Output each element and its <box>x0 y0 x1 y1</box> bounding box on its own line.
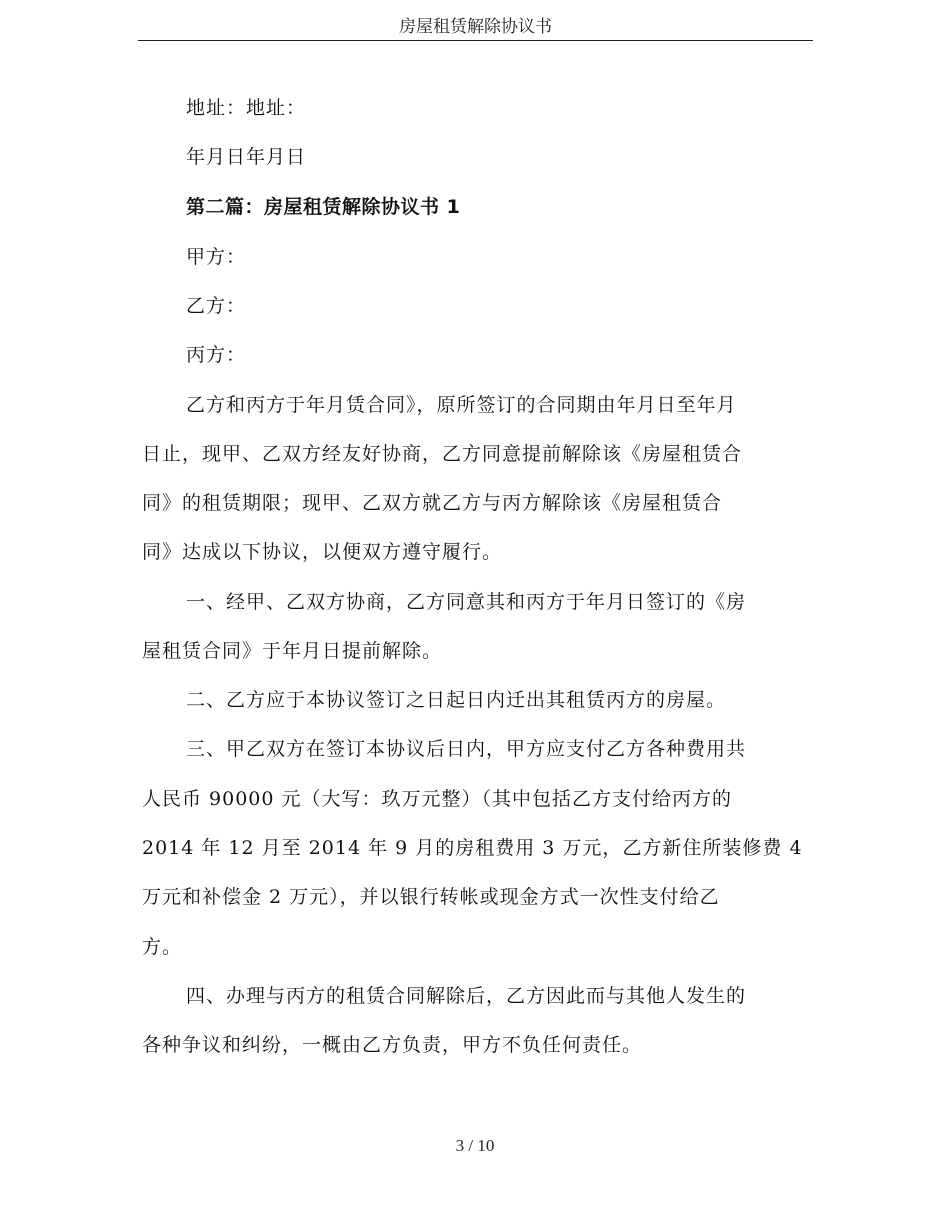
clause-3-line: 万元和补偿金 2 万元），并以银行转帐或现金方式一次性支付给乙 <box>142 886 720 908</box>
party-b-line: 乙方： <box>186 295 247 317</box>
party-c-line: 丙方： <box>186 344 247 366</box>
document-header-title: 房屋租赁解除协议书 <box>399 17 552 37</box>
clause-3-line: 方。 <box>142 936 183 958</box>
clause-3-line: 三、甲乙双方在签订本协议后日内，甲方应支付乙方各种费用共 <box>186 738 747 760</box>
clause-4-line: 四、办理与丙方的租赁合同解除后，乙方因此而与其他人发生的 <box>186 985 747 1007</box>
paragraph-line: 乙方和丙方于年月赁合同》，原所签订的合同期由年月日至年月 <box>186 394 737 416</box>
document-header <box>138 14 813 41</box>
paragraph-line: 日止，现甲、乙双方经友好协商，乙方同意提前解除该《房屋租赁合 <box>142 443 743 465</box>
clause-3-line: 2014 年 12 月至 2014 年 9 月的房租费用 3 万元，乙方新住所装修费 4 <box>142 837 803 859</box>
paragraph-line: 同》的租赁期限；现甲、乙双方就乙方与丙方解除该《房屋租赁合 <box>142 492 723 514</box>
party-a-line: 甲方： <box>186 246 247 268</box>
clause-1-line: 一、经甲、乙双方协商，乙方同意其和丙方于年月日签订的《房 <box>186 591 747 613</box>
clause-1-line: 屋租赁合同》于年月日提前解除。 <box>142 640 443 662</box>
date-line: 年月日年月日 <box>186 146 307 168</box>
clause-3-line: 人民币 90000 元（大写：玖万元整）（其中包括乙方支付给丙方的 <box>142 788 733 810</box>
clause-2-line: 二、乙方应于本协议签订之日起日内迁出其租赁丙方的房屋。 <box>186 689 727 711</box>
paragraph-line: 同》达成以下协议，以便双方遵守履行。 <box>142 541 503 563</box>
clause-4-line: 各种争议和纠纷，一概由乙方负责，甲方不负任何责任。 <box>142 1034 643 1056</box>
address-line: 地址：地址： <box>186 97 307 119</box>
section-heading: 第二篇：房屋租赁解除协议书 1 <box>186 196 461 218</box>
page-number: 3 / 10 <box>455 1136 495 1155</box>
